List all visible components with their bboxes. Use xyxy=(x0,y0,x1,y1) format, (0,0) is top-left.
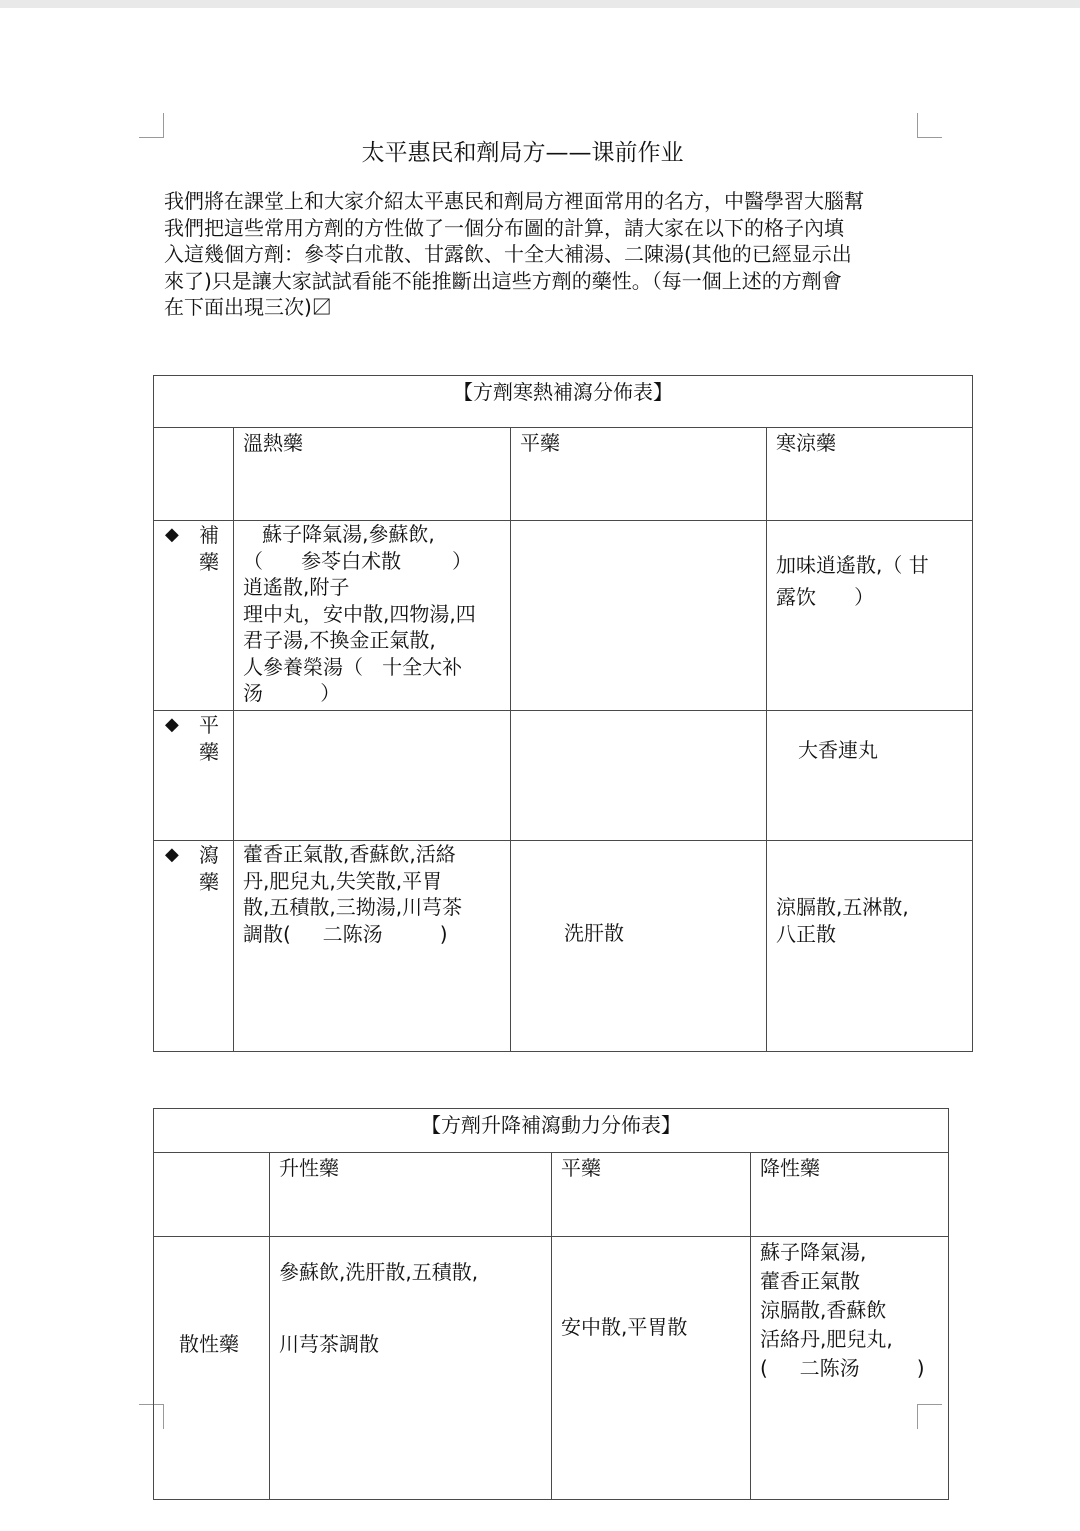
row-label-tonify xyxy=(154,521,234,711)
header-neutral: 平藥 xyxy=(511,428,767,521)
intro-paragraph xyxy=(164,188,944,321)
cell-line: 安中散,平胃散 xyxy=(561,1315,688,1339)
intro-line: 來了)只是讓大家試試看能不能推斷出這些方劑的藥性。（每一個上述的方劑會 xyxy=(164,268,842,293)
header-empty-cell xyxy=(154,1153,270,1237)
cell-drain-cold xyxy=(767,841,973,1052)
cold-heat-tonify-drain-table xyxy=(153,375,973,1052)
diamond-bullet-icon: ◆ xyxy=(165,844,179,865)
cell-line: 八正散 xyxy=(776,921,836,946)
intro-line: 我們把這些常用方劑的方性做了一個分布圖的計算，請大家在以下的格子內填 xyxy=(164,215,844,240)
row-label-char: 瀉 xyxy=(199,843,219,867)
cell-line: 參蘇飲,洗肝散,五積散, xyxy=(279,1260,479,1284)
cell-line: 涼膈散,香蘇飲 xyxy=(760,1298,887,1322)
table-title: 【方劑寒熱補瀉分佈表】 xyxy=(154,376,973,428)
header-ascending: 升性藥 xyxy=(270,1153,552,1237)
table-row-drain xyxy=(154,841,973,1052)
cell-line: 川芎茶調散 xyxy=(279,1331,379,1356)
cell-line: ( 二陈汤 ) xyxy=(760,1356,925,1380)
row-label-dispersing: 散性藥 xyxy=(154,1237,270,1500)
cell-line: （ 参苓白术散 ） xyxy=(243,548,473,573)
cell-line: 大香連丸 xyxy=(798,738,878,762)
table-row-neutral xyxy=(154,711,973,841)
row-label-text xyxy=(199,842,223,895)
row-label-char: 藥 xyxy=(199,869,219,894)
row-label-neutral xyxy=(154,711,234,841)
cell-drain-warm xyxy=(234,841,511,1052)
cell-neutral-cold xyxy=(767,711,973,841)
table-row-tonify xyxy=(154,521,973,711)
cell-line: 人參養榮湯（ 十全大补 xyxy=(243,654,463,679)
cell-line: 藿香正氣散,香蘇飲,活絡 xyxy=(243,842,456,866)
cell-line: 君子湯,不換金正氣散, xyxy=(243,628,436,652)
row-label-drain xyxy=(154,841,234,1052)
cell-line: 汤 ） xyxy=(243,681,341,705)
table-row-dispersing xyxy=(154,1237,949,1500)
cell-line: 逍遙散,附子 xyxy=(243,575,350,599)
cell-dispersing-ascending xyxy=(270,1237,552,1500)
diamond-bullet-icon: ◆ xyxy=(165,714,179,735)
cell-line: 洗肝散 xyxy=(564,921,624,945)
cell-line: 丹,肥兒丸,失笑散,平胃 xyxy=(243,868,443,893)
cell-line: 涼膈散,五淋散, xyxy=(776,895,909,919)
row-label-char: 藥 xyxy=(199,739,219,764)
cell-drain-neutral xyxy=(511,841,767,1052)
cell-tonify-neutral xyxy=(511,521,767,711)
header-empty-cell xyxy=(154,428,234,521)
cell-line: 理中丸，安中散,四物湯,四 xyxy=(243,601,476,626)
row-label-text xyxy=(199,522,223,575)
cell-line: 散,五積散,三拗湯,川芎茶 xyxy=(243,895,463,919)
row-label-char: 藥 xyxy=(199,549,219,574)
row-label-text xyxy=(199,712,223,765)
cell-line: 露饮 ） xyxy=(776,585,875,609)
intro-line: 入這幾個方劑：參苓白朮散、甘露飲、十全大補湯、二陳湯(其他的已經显示出 xyxy=(164,242,852,266)
ascend-descend-dynamics-table xyxy=(153,1108,949,1500)
header-warm: 溫熱藥 xyxy=(234,428,511,521)
header-neutral: 平藥 xyxy=(552,1153,751,1237)
cell-line: 活絡丹,肥兒丸, xyxy=(760,1327,893,1351)
document-title: 太平惠民和劑局方——课前作业 xyxy=(361,140,684,166)
cell-tonify-cold xyxy=(767,521,973,711)
row-label-char: 平 xyxy=(199,713,219,737)
cell-line: 調散( 二陈汤 ) xyxy=(243,921,448,946)
cell-line: 蘇子降氣湯,參蘇飲, xyxy=(243,522,435,546)
diamond-bullet-icon: ◆ xyxy=(165,524,179,545)
intro-line: 我們將在課堂上和大家介紹太平惠民和劑局方裡面常用的名方，中醫學習大腦幫 xyxy=(164,189,864,213)
cell-neutral-warm xyxy=(234,711,511,841)
table-title: 【方劑升降補瀉動力分佈表】 xyxy=(154,1109,949,1153)
cell-dispersing-descending xyxy=(751,1237,949,1500)
viewer-top-bar xyxy=(0,0,1080,8)
cell-neutral-neutral xyxy=(511,711,767,841)
cell-line: 蘇子降氣湯, xyxy=(760,1240,867,1264)
row-label-char: 補 xyxy=(199,523,219,547)
cell-dispersing-neutral xyxy=(552,1237,751,1500)
cell-spacer xyxy=(279,1286,543,1331)
cell-line: 加味逍遙散,（ 甘 xyxy=(776,553,929,577)
cell-tonify-warm xyxy=(234,521,511,711)
cell-line: 藿香正氣散 xyxy=(760,1269,860,1293)
header-descending: 降性藥 xyxy=(751,1153,949,1237)
intro-line: 在下面出現三次)〼 xyxy=(164,295,332,319)
header-cold: 寒涼藥 xyxy=(767,428,973,521)
